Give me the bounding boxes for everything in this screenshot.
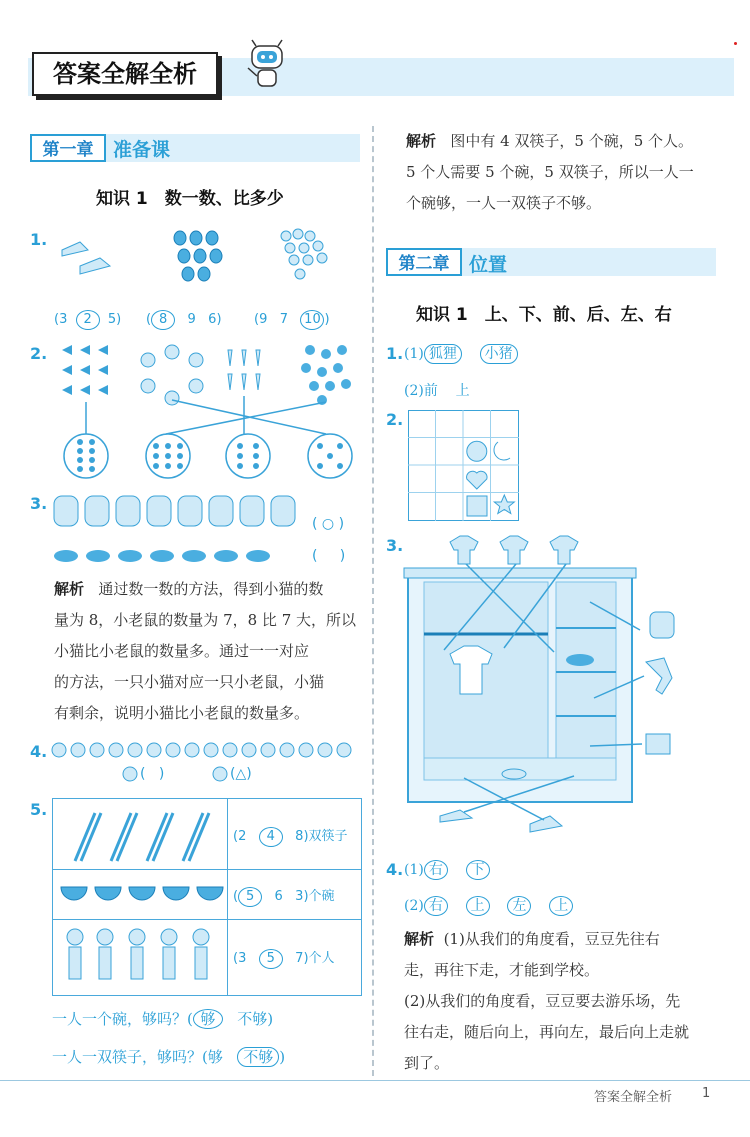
cat-icon xyxy=(54,496,295,526)
chapter1-number: 第一章 xyxy=(30,134,106,162)
c2-q1-answer-fox[interactable]: 狐狸 xyxy=(424,344,462,364)
sneakers-icon xyxy=(530,816,562,832)
q5-opt-selected[interactable]: 4 xyxy=(259,827,283,847)
part-label: (2) xyxy=(404,898,424,914)
q5-q2-opt-selected[interactable]: 不够 xyxy=(237,1047,279,1067)
q5-opt[interactable]: 7 xyxy=(295,951,304,966)
q1-opt[interactable]: 9 xyxy=(259,312,268,327)
shoes-icon xyxy=(58,232,118,282)
q3-number: 3. xyxy=(30,494,48,513)
c2-q4-answer-down[interactable]: 下 xyxy=(466,860,490,880)
slippers-icon xyxy=(502,769,526,779)
analysis-label: 解析 xyxy=(404,930,435,948)
scarf-icon xyxy=(646,658,672,694)
c2-q1-answer-front[interactable]: 前 xyxy=(423,383,438,399)
shirt-icon xyxy=(450,536,578,564)
footer-title: 答案全解全析 xyxy=(594,1090,673,1105)
c2-q4-number: 4. xyxy=(386,860,404,879)
q5-opt[interactable]: 3 xyxy=(238,951,247,966)
q1-opt[interactable]: 6 xyxy=(208,312,217,327)
c2-q4-step[interactable]: 右 xyxy=(424,896,448,916)
shape-grid-figure xyxy=(408,410,520,522)
q5-q2-opt[interactable]: 够 xyxy=(207,1048,223,1066)
q5-unit: 个人 xyxy=(308,951,335,966)
q5-opt[interactable]: 8 xyxy=(295,829,304,844)
carrot-icon xyxy=(228,350,260,390)
c2-q2-number: 2. xyxy=(386,410,404,429)
analysis-line: 量为 8，小老鼠的数量为 7，8 比 7 大，所以 xyxy=(54,611,357,629)
analysis-line: 通过数一数的方法，得到小猫的数 xyxy=(98,580,324,598)
q5-opt[interactable]: 3 xyxy=(295,889,304,904)
q5-question-1: 一人一个碗，够吗？( 够 不够) xyxy=(52,1010,274,1028)
q5-question-text: 一人一个碗，够吗？ xyxy=(52,1010,188,1028)
q4-answer-2: (△) xyxy=(230,766,252,782)
q5-row3-answer: (3 5 7)个人 xyxy=(233,947,335,969)
q1-opt-selected[interactable]: 8 xyxy=(151,310,175,330)
q5-table xyxy=(52,798,362,996)
q1-opt[interactable]: 7 xyxy=(279,312,289,327)
q5-q1-opt-selected[interactable]: 够 xyxy=(193,1009,223,1029)
page-number: 1 xyxy=(702,1086,711,1101)
chapter2-number: 第二章 xyxy=(386,248,462,276)
q4-answer-1: ( ) xyxy=(140,766,165,782)
right-analysis xyxy=(406,126,722,219)
star-shape-icon xyxy=(494,495,514,514)
table-row-divider xyxy=(53,919,361,920)
bowls-icon xyxy=(59,883,224,909)
q1-opt-selected[interactable]: 10 xyxy=(300,310,324,330)
q5-row2-answer: ( 5 6 3)个碗 xyxy=(233,885,335,907)
analysis-label: 解析 xyxy=(406,132,437,150)
c2-q4-analysis xyxy=(404,924,724,1079)
c2-q3-number: 3. xyxy=(386,536,404,555)
backpack-icon xyxy=(650,612,674,638)
q1-answer-group-2: ( 8 9 6) xyxy=(146,310,222,330)
heart-shape-icon xyxy=(467,471,488,489)
q5-question-2: 一人一双筷子，够吗？(够 不够 ) xyxy=(52,1048,286,1066)
q4-answer-2-value[interactable]: △ xyxy=(235,766,247,782)
q1-answer-group-1: (3 2 5) xyxy=(54,310,121,330)
shoes-icon xyxy=(440,810,472,822)
q5-opt-selected[interactable]: 5 xyxy=(259,949,283,969)
c2-q1-part1 xyxy=(404,344,518,364)
q5-row1-answer: (2 4 8)双筷子 xyxy=(233,825,348,847)
column-divider xyxy=(372,126,374,1076)
table-row-divider xyxy=(53,869,361,870)
q1-opt[interactable]: 9 xyxy=(187,312,196,327)
q1-answer-group-3: (9 7 10 ) xyxy=(254,310,330,330)
chapter1-analysis xyxy=(54,574,364,729)
c2-q4-answer-right[interactable]: 右 xyxy=(424,860,448,880)
q1-number: 1. xyxy=(30,230,48,249)
q3-answer-top: ( ○ ) xyxy=(312,516,345,532)
wardrobe-matching-figure xyxy=(404,530,704,848)
analysis-line: 小猫比小老鼠的数量多。通过一一对应 xyxy=(54,642,310,660)
part-label: (1) xyxy=(404,346,424,362)
analysis-line: 有剩余，说明小猫比小老鼠的数量多。 xyxy=(54,704,310,722)
c2-q4-step[interactable]: 左 xyxy=(507,896,531,916)
q5-opt[interactable]: 6 xyxy=(274,889,283,904)
c2-q1-part2 xyxy=(404,380,470,400)
analysis-line: (1)从我们的角度看，豆豆先往右 xyxy=(443,930,660,948)
ladybugs-icon xyxy=(170,228,230,290)
q2-matching-figure xyxy=(56,342,366,484)
q4-number: 4. xyxy=(30,742,48,761)
analysis-line: 到了。 xyxy=(404,1054,450,1072)
q1-opt-selected[interactable]: 2 xyxy=(76,310,100,330)
part-label: (1) xyxy=(404,862,424,878)
chapter1-title: 准备课 xyxy=(113,139,171,161)
moon-shape-icon xyxy=(494,442,510,460)
c2-q1-answer-up[interactable]: 上 xyxy=(455,383,470,399)
q3-answer-bottom: ( ) xyxy=(312,548,346,564)
q1-opt[interactable]: 5 xyxy=(107,312,117,327)
c2-q1-answer-pig[interactable]: 小猪 xyxy=(480,344,518,364)
analysis-line: (2)从我们的角度看，豆豆要去游乐场，先 xyxy=(404,992,681,1010)
bird-icon xyxy=(301,345,351,405)
c2-q4-step[interactable]: 上 xyxy=(466,896,490,916)
part-label: (2) xyxy=(404,383,424,399)
q5-opt[interactable]: 2 xyxy=(238,829,247,844)
chapter2-title: 位置 xyxy=(469,254,508,276)
q5-q1-opt[interactable]: 不够 xyxy=(237,1010,268,1028)
chapter1-section-title: 知识 1 数一数、比多少 xyxy=(96,189,284,209)
c2-q4-part2 xyxy=(404,896,573,916)
c2-q4-part1 xyxy=(404,860,490,880)
analysis-line: 5 个人需要 5 个碗，5 双筷子，所以一人一 xyxy=(406,163,694,181)
page-header-title: 答案全解全析 xyxy=(32,52,218,96)
analysis-line: 走，再往下走，才能到学校。 xyxy=(404,961,600,979)
q3-answer-top-value[interactable]: ○ xyxy=(321,516,335,532)
q5-question-text: 一人一双筷子，够吗？ xyxy=(52,1048,203,1066)
table-col-divider xyxy=(227,799,228,995)
analysis-line: 的方法，一只小猫对应一只小老鼠，小猫 xyxy=(54,673,325,691)
analysis-line: 往右走，随后向上，再向左，最后向上走就 xyxy=(404,1023,690,1041)
chapter2-section-title: 知识 1 上、下、前、后、左、右 xyxy=(416,305,672,325)
butterflies-icon xyxy=(278,228,334,290)
q1-opt[interactable]: 3 xyxy=(59,312,68,327)
q5-unit: 个碗 xyxy=(308,889,335,904)
hat-icon xyxy=(566,654,594,666)
mouse-icon xyxy=(54,550,270,562)
c2-q1-number: 1. xyxy=(386,344,404,363)
fish-icon xyxy=(62,345,108,395)
c2-q4-step[interactable]: 上 xyxy=(549,896,573,916)
cats-and-mice-figure xyxy=(52,490,302,570)
square-shape-icon xyxy=(467,496,487,516)
analysis-line: 个碗够，一人一双筷子不够。 xyxy=(406,194,602,212)
people-icon xyxy=(63,927,223,987)
q5-unit: 双筷子 xyxy=(308,829,348,844)
circle-shape-icon xyxy=(467,441,487,461)
analysis-line: 图中有 4 双筷子，5 个碗，5 个人。 xyxy=(450,132,694,150)
red-dot xyxy=(734,42,737,45)
analysis-label: 解析 xyxy=(54,580,85,598)
robot-mascot-icon xyxy=(244,38,290,94)
flower-ring-icon xyxy=(141,345,203,405)
q5-number: 5. xyxy=(30,800,48,819)
flowers-row-figure xyxy=(50,740,350,782)
chopsticks-icon xyxy=(67,809,217,863)
flower-icon xyxy=(52,743,351,781)
footer-rule xyxy=(0,1080,750,1081)
q2-number: 2. xyxy=(30,344,48,363)
gift-box-icon xyxy=(646,734,670,754)
q5-opt-selected[interactable]: 5 xyxy=(238,887,262,907)
